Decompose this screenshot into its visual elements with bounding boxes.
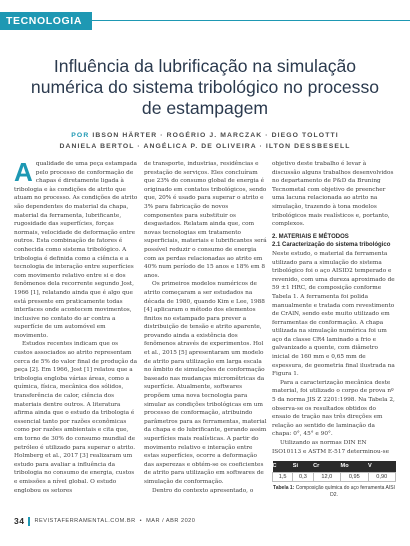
authors-line-1: IBSON HÄRTER · ROGÉRIO J. MARCZAK · DIEGO TOLOTTI: [92, 132, 339, 139]
section-tag: TECNOLOGIA: [0, 12, 92, 30]
table-cell: 0,95: [341, 472, 368, 482]
paragraph: Estudos recentes indicam que os custos associados ao atrito representam cerca de 5% do valor final de produção da peça [2]. Em 1966, Jost [1] relatou que a tribologia engloba várias áreas, como a química, física, mecânica dos sólidos, transferência de calor, ciência dos materiais dentre outros. A literatura afirma ainda que o estudo da tribologia é essencial tanto por razões econômicas como por razões ambientais e cita que, em torno de 30% do consumo mundial de petróleo é utilizado para superar o atrito. Holmberg et al., 2017 [3] realizaram um estudo para avaliar a influência da tribologia no consumo de energia, custos e emissões a nível global. O estudo englobou os setores: [14, 341, 138, 494]
page-number: 34: [14, 516, 25, 526]
text-column-2: [144, 160, 268, 495]
paragraph: Dentro do contexto apresentado, o: [152, 487, 254, 494]
text-column-1: [14, 157, 138, 495]
paragraph: Neste estudo, o material da ferramenta utilizado para a simulação do sistema tribológico foi o aço AISID2 temperado e revenido, com uma dureza aproximado de 59 ±1 HRC, de composição conforme Tabela 1. A ferramenta foi polida manualmente e tratada com revestimento de CrAlN, sendo este muito utilizado em ferramentas de conformação. A chapa utilizada na simulação numérica foi um aço da classe CR4 laminado a frio e galvanizado a quente, com diâmetro inicial de 160 mm e 0,65 mm de espessura, de geometria final ilustrada na Figura 1.: [272, 250, 395, 378]
table-caption: [272, 485, 396, 499]
author-byline: [10, 130, 400, 152]
footer-divider: [28, 517, 30, 526]
paragraph: [14, 157, 138, 340]
paragraph: de transporte, industrias, residências e prestação de serviços. Eles concluíram que 23% do consumo global de energia é originado em contatos tribológicos, sendo que, 20% é usado para superar o atrito e 3% para fabricação de novos componentes para substituir os desgastados. Relatam ainda que, com novas tecnologias em tratamento superficiais, materiais e lubrificantes será possível reduzir o consumo de energia com as perdas relacionadas ao atrito em 40% num período de 15 anos e 18% em 8 anos.: [144, 161, 267, 279]
caption-label: Tabela 1:: [273, 485, 295, 492]
table-cell: 0,90: [368, 472, 396, 482]
composition-table: [272, 461, 396, 482]
paragraph: objetivo deste trabalho é levar à discussão alguns trabalhos desenvolvidos no departamento de P&D da Bruning Tecnometal com objetivo de preencher uma lacuna relacionada ao atrito na simulação, trazendo à tona modelos tribológicos mais realísticos e, portanto, complexos.: [272, 161, 394, 228]
table-header-cell: C: [273, 461, 293, 472]
magazine-url: REVISTAFERRAMENTAL.COM.BR: [34, 518, 136, 524]
text-column-3: [272, 160, 396, 499]
section-heading: 2. MATERIAIS E MÉTODOS: [272, 233, 349, 240]
table-header-cell: Cr: [313, 461, 340, 472]
footer-dot: •: [139, 518, 143, 524]
paragraph-text: qualidade de uma peça estampada pelo processo de conformação de chapas é diretamente ligada à tribologia e às condições de atrito que atuam no processo. As condições de atrito são dependentes do material da chapa, material da ferramenta, lubrificante, rugosidade das superfícies, forças normais, velocidade de deformação entre outros. Esta combinação de fatores é conhecida como sistema tribológico. A tribologia é definida como a ciência e a tecnologia de interação entre superfícies com movimento relativo entre si e dos fenômenos dela recorrente segundo Jost, 1966 [1], relatando ainda que é algo que está presente em praticamente todas interfaces onde acontecem movimentos, inclusive no contato do ar contra a superfície de um automóvel em movimento.: [14, 161, 138, 339]
paragraph: Os primeiros modelos numéricos de atrito começaram a ser estudados na década de 1980, quando Kim e Lee, 1988 [4] aplicaram o método dos elementos finitos no estampado para prever a distribuição de tensão e atrito aparente, provando ainda a existência dos fenômenos através de experimentos. Hol et al., 2015 [5] apresentaram um modelo de atrito para utilização em larga escala no âmbito de simulações de conformação baseado nas mudanças micromêtricas da superfície. Atualmente, softwares propõem uma nova tecnologia para simular as condições tribológicas em um processo de conformação, atribuindo parâmetros para as ferramentas, material da chapa e do lubrificante, gerando assim superfícies mais realísticas. A partir do movimento relativo e interação entre estas superfícies, ocorre a deformação das asperezas e obtém-se os coeficientes de atrito para utilização em softwares de simulação de conformação.: [144, 281, 267, 485]
authors-line-2: DANIELA BERTOL · ANGÉLICA P. DE OLIVEIRA · ILTON DESSBESELL: [59, 143, 351, 150]
table-header-row: [273, 461, 396, 472]
section-rule: [92, 20, 410, 21]
page-footer: [14, 516, 195, 526]
caption-text: Composição química do aço ferramenta AISI D2.: [295, 485, 395, 499]
paragraph: Para a caracterização mecânica deste material, foi utilizado o corpo de prova nº 5 da norma JIS Z 2201:1998. Na Tabela 2, observa-se os resultados obtidos do ensaio de tração nas três direções em relação ao sentido de laminação da chapa: 0°, 45° e 90°.: [272, 379, 395, 438]
authors-prefix: POR: [71, 132, 90, 139]
subsection-heading: 2.1 Caracterização do sistema tribológico: [272, 242, 391, 249]
paragraph: Utilizando as normas DIN EN ISO10113 e ASTM E-517 determinou-se: [272, 440, 389, 455]
table-header-cell: V: [368, 461, 396, 472]
table-header-cell: Si: [293, 461, 313, 472]
table-header-cell: Mo: [341, 461, 368, 472]
table-cell: 12,0: [313, 472, 340, 482]
issue-date: MAR / ABR 2020: [146, 518, 196, 524]
article-title: Influência da lubrificação na simulação numérica do sistema tribológico no processo de estampagem: [30, 56, 380, 118]
drop-cap: A: [14, 157, 33, 187]
table-cell: 1,5: [273, 472, 293, 482]
table-cell: 0,3: [293, 472, 313, 482]
table-row: [273, 472, 396, 482]
